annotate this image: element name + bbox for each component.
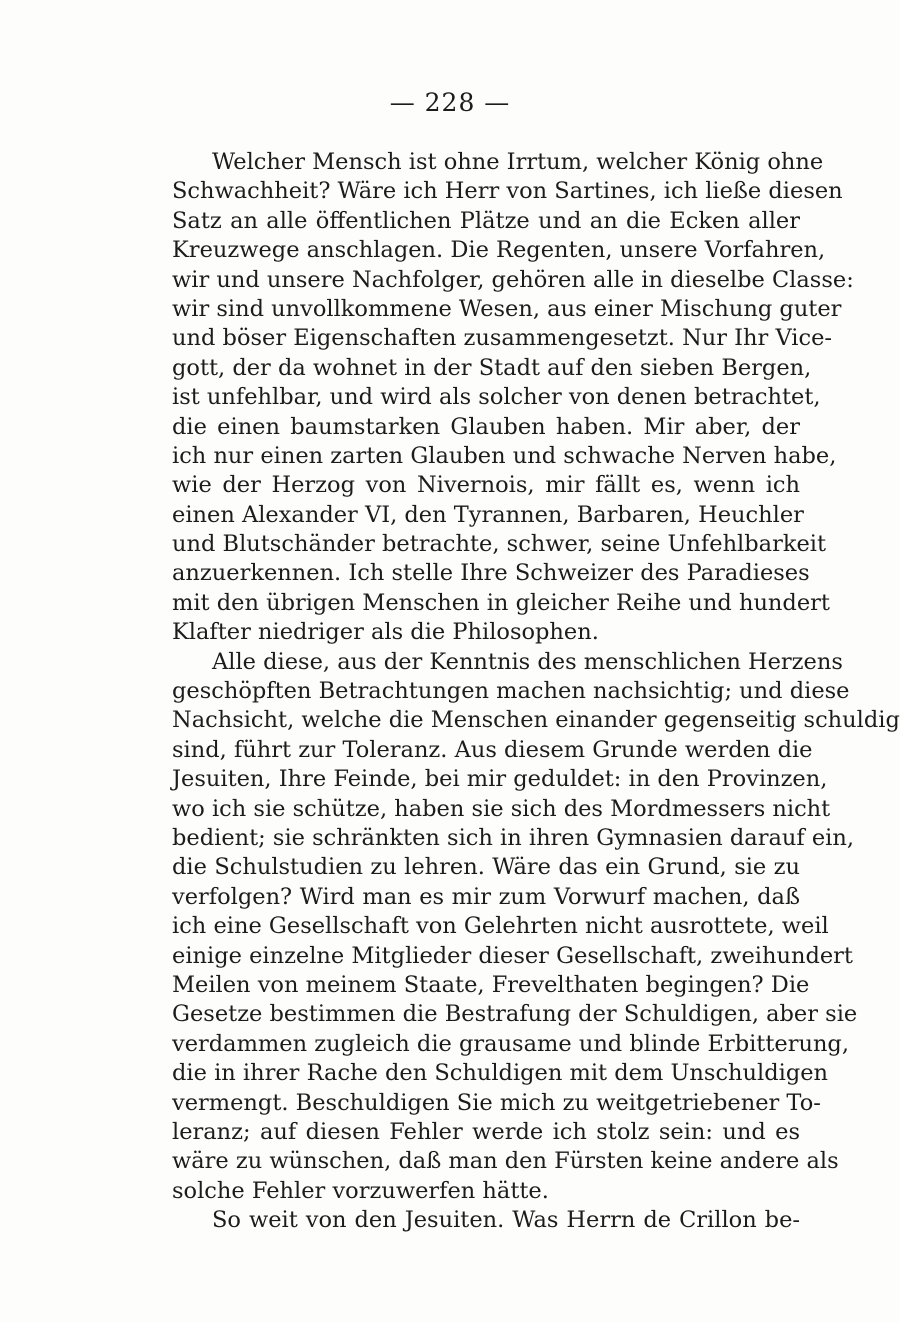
text-line: solche Fehler vorzuwerfen hätte. [172,1177,549,1204]
text-line: die in ihrer Rache den Schuldigen mit dem Unschuldigen [172,1060,829,1087]
text-line: gott, der da wohnet in der Stadt auf den sieben Bergen, [172,354,812,381]
paragraph-1 [172,148,854,648]
text-line: und Blutschänder betrachte, schwer, seine Unfehlbarkeit [172,531,827,558]
text-line: So weit von den Jesuiten. Was Herrn de Crillon be- [212,1207,800,1234]
text-line: Nachsicht, welche die Menschen einander gegenseitig schuldig [172,707,900,734]
text-line: und böser Eigenschaften zusammengesetzt. Nur Ihr Vice- [172,325,833,352]
text-line: die einen baumstarken Glauben haben. Mir aber, der [172,413,800,440]
text-line: Kreuzwege anschlagen. Die Regenten, unsere Vorfahren, [172,237,826,264]
page-number: — 228 — [389,88,511,117]
text-line: Satz an alle öffentlichen Plätze und an die Ecken aller [172,207,800,234]
text-line: verdammen zugleich die grausame und blinde Erbitterung, [172,1030,849,1057]
text-line: Gesetze bestimmen die Bestrafung der Schuldigen, aber sie [172,1001,858,1028]
text-line: ich nur einen zarten Glauben und schwache Nerven habe, [172,442,837,469]
text-line: wo ich sie schütze, haben sie sich des Mordmessers nicht [172,795,831,822]
text-line: Welcher Mensch ist ohne Irrtum, welcher König ohne [212,149,824,175]
paragraph-3 [172,1206,800,1235]
text-line: ist unfehlbar, und wird als solcher von denen betrachtet, [172,384,821,411]
text-line: geschöpften Betrachtungen machen nachsichtig; und diese [172,678,850,705]
text-line: Jesuiten, Ihre Feinde, bei mir geduldet: in den Provinzen, [172,766,828,793]
text-line: wir und unsere Nachfolger, gehören alle in dieselbe Classe: [172,266,854,293]
text-line: verfolgen? Wird man es mir zum Vorwurf machen, daß [172,883,800,910]
text-line: wie der Herzog von Nivernois, mir fällt es, wenn ich [172,472,800,499]
text-line: Klafter niedriger als die Philosophen. [172,619,599,646]
text-line: Alle diese, aus der Kenntnis des menschlichen Herzens [212,648,843,675]
text-line: einen Alexander VI, den Tyrannen, Barbaren, Heuchler [172,501,804,528]
text-line: sind, führt zur Toleranz. Aus diesem Grunde werden die [172,736,813,763]
text-line: ich eine Gesellschaft von Gelehrten nicht ausrottete, weil [172,913,829,940]
text-line: die Schulstudien zu lehren. Wäre das ein Grund, sie zu [172,854,800,881]
text-line: vermengt. Beschuldigen Sie mich zu weitgetriebener To- [172,1089,821,1116]
text-line: anzuerkennen. Ich stelle Ihre Schweizer des Paradieses [172,560,810,587]
body-text [172,148,900,1235]
text-line: bedient; sie schränkten sich in ihren Gymnasien darauf ein, [172,824,855,851]
text-line: wäre zu wünschen, daß man den Fürsten keine andere als [172,1148,839,1175]
text-line: wir sind unvollkommene Wesen, aus einer Mischung guter [172,295,842,322]
text-line: leranz; auf diesen Fehler werde ich stolz sein: und es [172,1118,800,1145]
text-line: Schwachheit? Wäre ich Herr von Sartines, ich ließe diesen [172,178,843,205]
text-line: mit den übrigen Menschen in gleicher Reihe und hundert [172,589,830,616]
text-line: Meilen von meinem Staate, Frevelthaten begingen? Die [172,971,810,998]
paragraph-2 [172,648,900,1206]
text-line: einige einzelne Mitglieder dieser Gesellschaft, zweihundert [172,942,853,969]
